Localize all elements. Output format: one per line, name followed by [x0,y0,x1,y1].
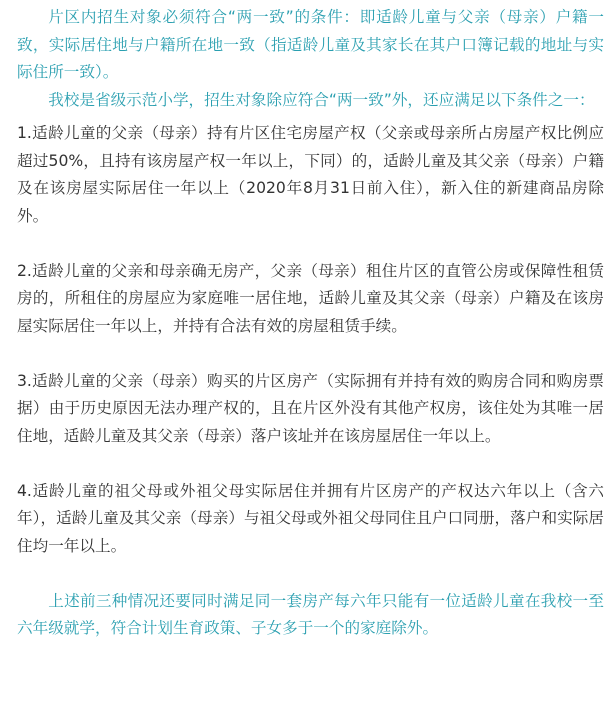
condition-4: 4.适龄儿童的祖父母或外祖父母实际居住并拥有片区房产的产权达六年以上（含六年），适龄儿童及其父亲（母亲）与祖父母或外祖父母同住且户口同册，落户和实际居住均一年以上。 [17,481,604,555]
condition-3: 3.适龄儿童的父亲（母亲）购买的片区房产（实际拥有并持有效的购房合同和购房票据）由于历史原因无法办理产权的，且在片区外没有其他产权房，该住处为其唯一居住地，适龄儿童及其父亲（母亲）落户该址并在该房屋居住一年以上。 [17,371,604,445]
spacer [17,340,604,368]
closing-paragraph: 上述前三种情况还要同时满足同一套房产每六年只能有一位适龄儿童在我校一至六年级就学，符合计划生育政策、子女多于一个的家庭除外。 [17,591,604,637]
school-paragraph: 我校是省级示范小学，招生对象除应符合“两一致”外，还应满足以下条件之一： [48,90,595,109]
spacer [17,450,604,478]
condition-1: 1.适龄儿童的父亲（母亲）持有片区住宅房屋产权（父亲或母亲所占房屋产权比例应超过50%，且持有该房屋产权一年以上，下同）的，适龄儿童及其父亲（母亲）户籍及在该房屋实际居住一年以上（2020年8月31日前入住），新入住的新建商品房除外。 [17,124,604,225]
spacer [17,230,604,258]
spacer [17,560,604,588]
condition-2: 2.适龄儿童的父亲和母亲确无房产，父亲（母亲）租住片区的直管公房或保障性租赁房的，所租住的房屋应为家庭唯一居住地，适龄儿童及其父亲（母亲）户籍及在该房屋实际居住一年以上，并持有合法有效的房屋租赁手续。 [17,261,604,335]
intro-paragraph: 片区内招生对象必须符合“两一致”的条件：即适龄儿童与父亲（母亲）户籍一致，实际居住地与户籍所在地一致（指适龄儿童及其家长在其户口簿记载的地址与实际住所一致）。 [17,8,604,81]
